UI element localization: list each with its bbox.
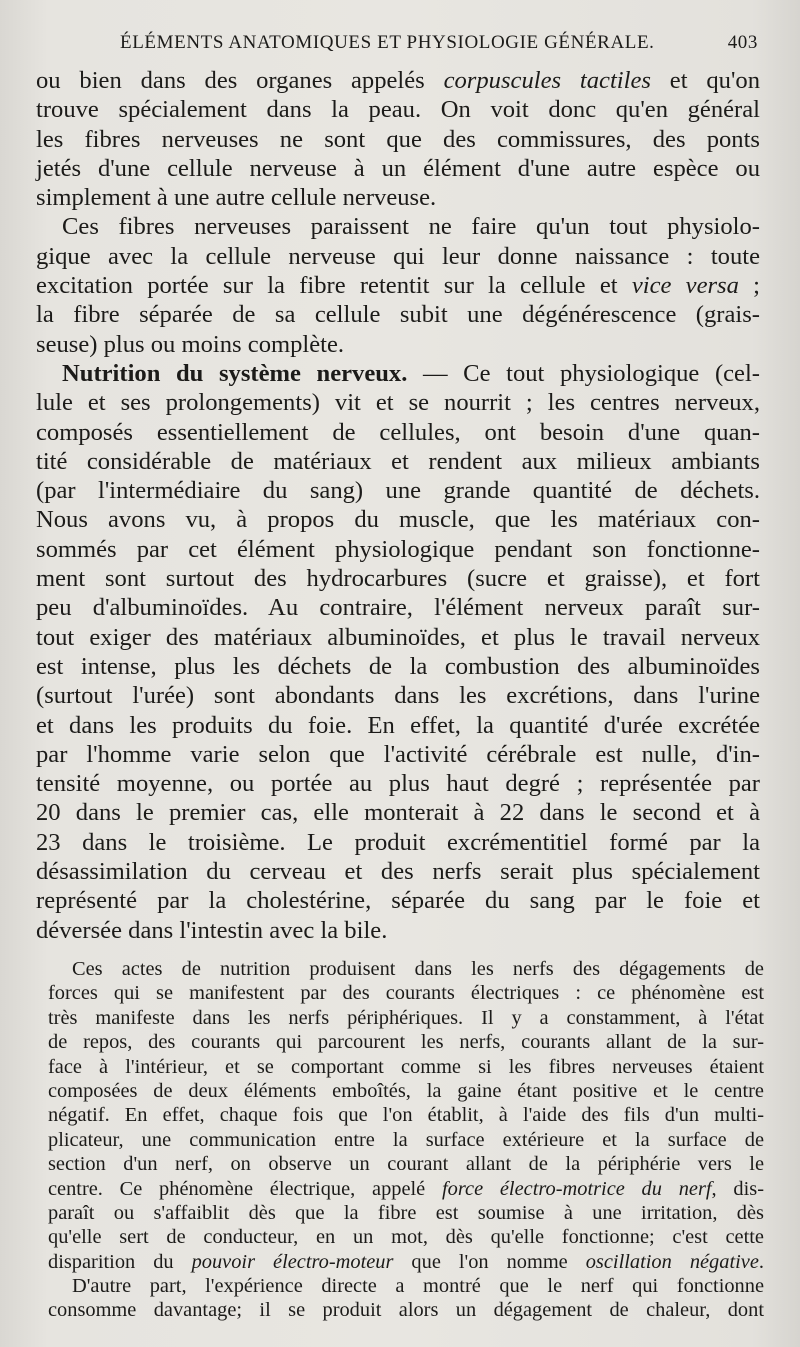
text-line: ment sont surtout des hydrocarbures (sucre et graisse), et fort <box>36 565 760 593</box>
text-line: les fibres nerveuses ne sont que des commissures, des ponts <box>36 125 760 153</box>
note-line: disparition du pouvoir électro-moteur que l'on nomme oscillation négative. <box>48 1250 764 1273</box>
page-number: 403 <box>727 32 758 53</box>
text-line: sommés par cet élément physiologique pendant son fonctionne- <box>36 535 760 563</box>
running-title: ÉLÉMENTS ANATOMIQUES ET PHYSIOLOGIE GÉNÉRALE. <box>120 32 655 53</box>
text-line: excitation portée sur la fibre retentit sur la cellule et vice versa ; <box>36 272 760 300</box>
text-line: tité considérable de matériaux et rendent aux milieux ambiants <box>36 447 760 475</box>
text-line: représenté par la cholestérine, séparée du sang par le foie et <box>36 887 760 915</box>
text-line: (surtout l'urée) sont abondants dans les excrétions, dans l'urine <box>36 682 760 710</box>
text-line: seuse) plus ou moins complète. <box>36 330 345 358</box>
text-line: par l'homme varie selon que l'activité cérébrale est nulle, d'in- <box>36 740 760 768</box>
text-line: Nutrition du système nerveux. — Ce tout physiologique (cel- <box>62 359 760 387</box>
text-line: Nous avons vu, à propos du muscle, que les matériaux con- <box>36 506 760 534</box>
text-line: 23 dans le troisième. Le produit excrémentitiel formé par la <box>36 828 760 856</box>
note-line: face à l'intérieur, et se comportant comme si les fibres nerveuses étaient <box>48 1055 764 1078</box>
note-line: paraît ou s'affaiblit dès que la fibre est soumise à une irritation, dès <box>48 1201 764 1224</box>
text-line: tensité moyenne, ou portée au plus haut degré ; représentée par <box>36 770 760 798</box>
note-line: D'autre part, l'expérience directe a montré que le nerf qui fonctionne <box>72 1275 764 1298</box>
text-line: simplement à une autre cellule nerveuse. <box>36 184 437 212</box>
text-line: est intense, plus les déchets de la combustion des albuminoïdes <box>36 652 760 680</box>
text-line: 20 dans le premier cas, elle monterait à 22 dans le second et à <box>36 799 760 827</box>
text-line: composés essentiellement de cellules, ont besoin d'une quan- <box>36 418 760 446</box>
text-line: la fibre séparée de sa cellule subit une dégénérescence (grais- <box>36 301 760 329</box>
text-line: trouve spécialement dans la peau. On voit donc qu'en général <box>36 96 760 124</box>
running-header <box>120 32 758 54</box>
small-print-note <box>48 957 764 1323</box>
note-line: centre. Ce phénomène électrique, appelé force électro-motrice du nerf, dis- <box>48 1177 764 1200</box>
main-text <box>36 66 760 945</box>
note-line: qu'elle sert de conducteur, en un mot, dès qu'elle fonctionne; c'est cette <box>48 1226 764 1249</box>
text-line: (par l'intermédiaire du sang) une grande quantité de déchets. <box>36 477 760 505</box>
note-line: composées de deux éléments emboîtés, la gaine étant positive et le centre <box>48 1079 764 1102</box>
note-line: plicateur, une communication entre la surface extérieure et la surface de <box>48 1128 764 1151</box>
note-line: section d'un nerf, on observe un courant allant de la périphérie vers le <box>48 1153 764 1176</box>
text-line: et dans les produits du foie. En effet, la quantité d'urée excrétée <box>36 711 760 739</box>
note-line: de repos, des courants qui parcourent les nerfs, courants allant de la sur- <box>48 1031 764 1054</box>
note-line: Ces actes de nutrition produisent dans les nerfs des dégagements de <box>72 958 764 980</box>
note-line: forces qui se manifestent par des courants électriques : ce phénomène est <box>48 982 764 1005</box>
text-line: gique avec la cellule nerveuse qui leur donne naissance : toute <box>36 242 760 270</box>
text-line: Ces fibres nerveuses paraissent ne faire qu'un tout physiolo- <box>62 213 760 241</box>
note-line: très manifeste dans les nerfs périphériques. Il y a constamment, à l'état <box>48 1006 764 1029</box>
text-line: tout exiger des matériaux albuminoïdes, et plus le travail nerveux <box>36 623 760 651</box>
text-line: jetés d'une cellule nerveuse à un élément d'une autre espèce ou <box>36 154 760 182</box>
text-line: désassimilation du cerveau et des nerfs serait plus spécialement <box>36 858 760 886</box>
note-line: consomme davantage; il se produit alors un dégagement de chaleur, dont <box>48 1299 764 1322</box>
section-heading: Nutrition du système nerveux. <box>62 359 408 387</box>
text-line: lule et ses prolongements) vit et se nourrit ; les centres nerveux, <box>36 389 760 417</box>
text-line: ou bien dans des organes appelés corpuscules tactiles et qu'on <box>36 67 760 94</box>
text-line: déversée dans l'intestin avec la bile. <box>36 916 388 944</box>
text-line: peu d'albuminoïdes. Au contraire, l'élément nerveux paraît sur- <box>36 594 760 622</box>
note-line: négatif. En effet, chaque fois que l'on établit, à l'aide des fils d'un multi- <box>48 1104 764 1127</box>
